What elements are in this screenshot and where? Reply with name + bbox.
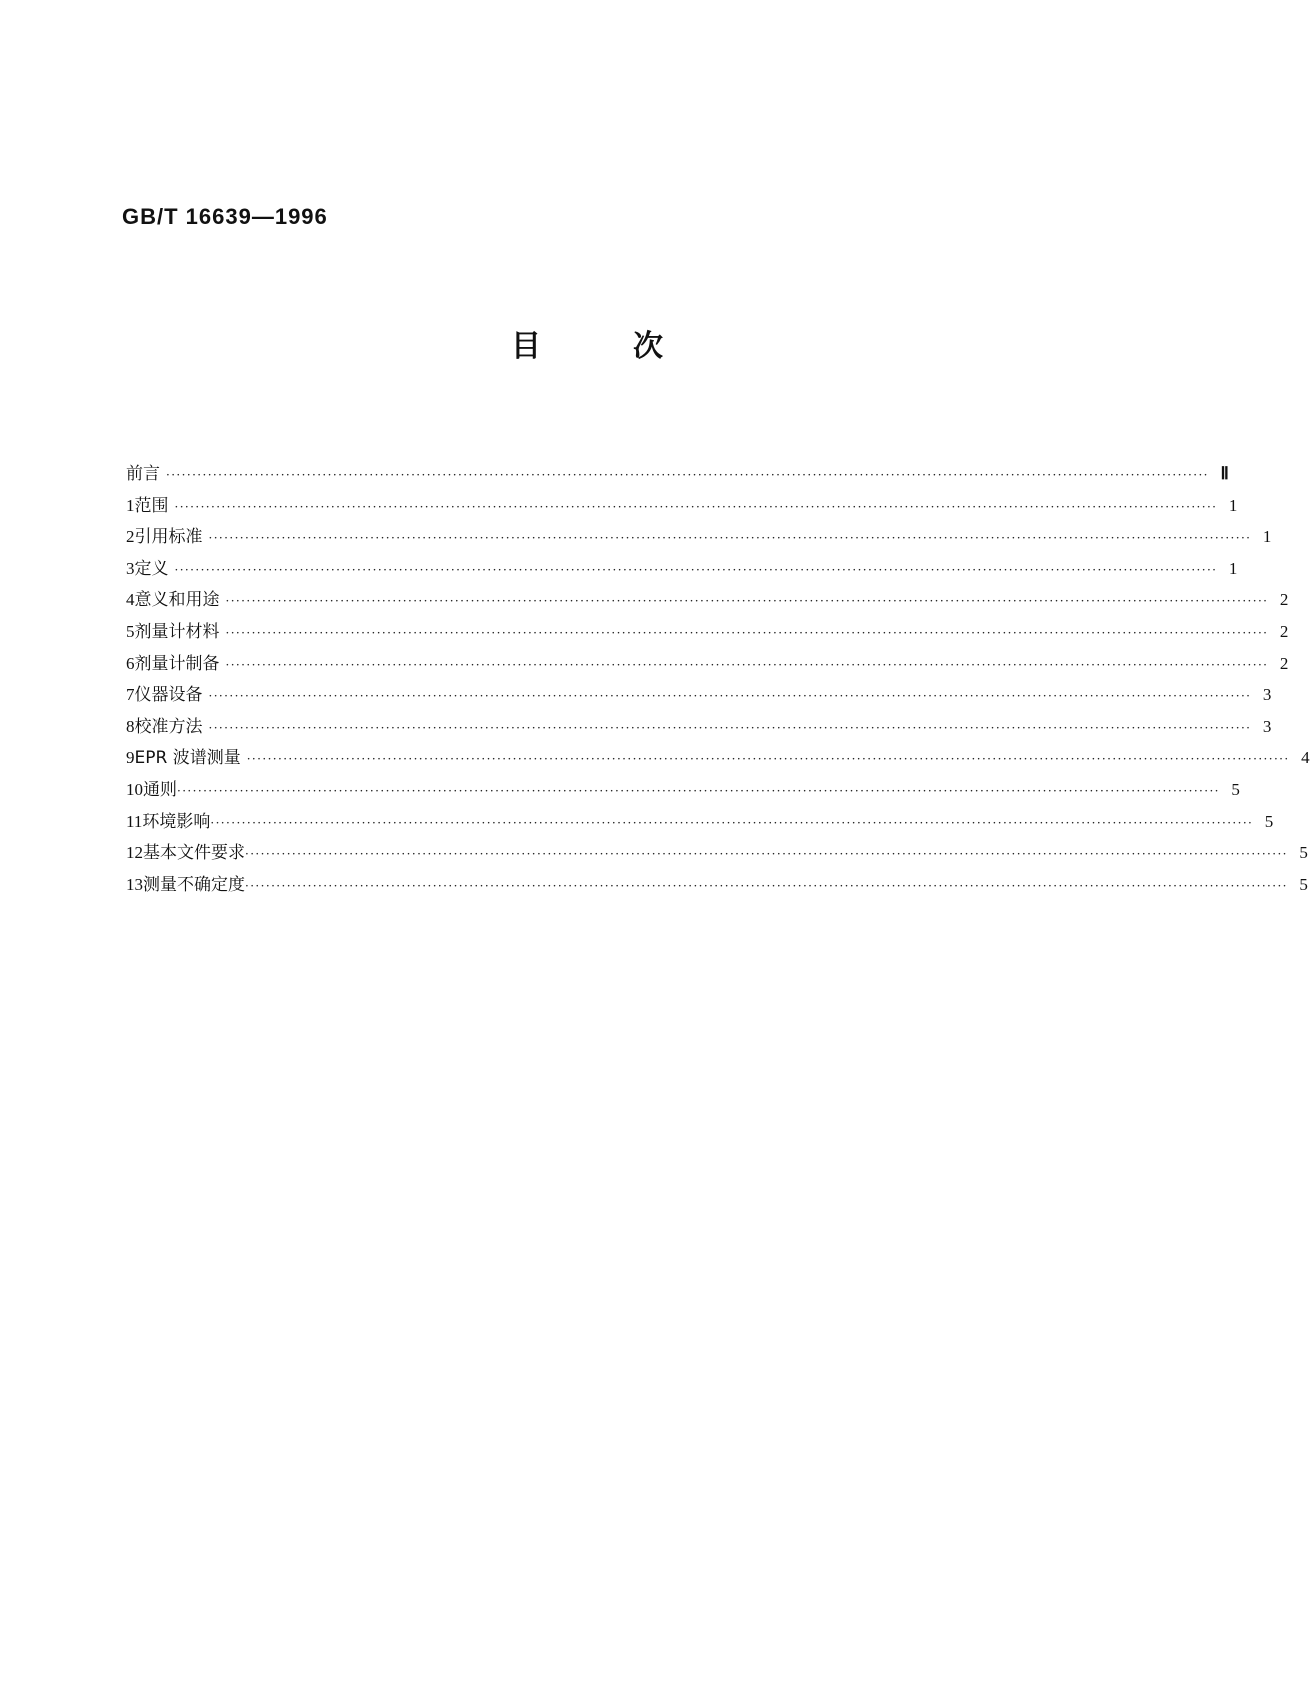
toc-page-number: 1 [1262, 527, 1272, 547]
toc-section-number: 13 [126, 874, 143, 894]
toc-entry-5[interactable] [126, 621, 1289, 655]
dot-leader: ········································································································································································································ [208, 689, 1252, 704]
toc-entry-4[interactable] [126, 590, 1289, 623]
toc-page-number: 2 [1279, 590, 1289, 610]
toc-entry-8[interactable] [126, 716, 1272, 750]
table-of-contents [126, 464, 1310, 907]
toc-page-number: 3 [1262, 685, 1272, 705]
toc-section-number: 6 [126, 653, 135, 673]
toc-label: 通则 [143, 779, 177, 800]
toc-label: 意义和用途 [134, 590, 220, 611]
toc-section-number: 2 [126, 527, 135, 547]
dot-leader: ········································································································································································································ [210, 815, 1254, 830]
toc-page-number: 5 [1231, 779, 1240, 799]
toc-page-number: 4 [1301, 748, 1310, 768]
toc-entry-13[interactable] [126, 874, 1308, 908]
toc-section-number: 12 [126, 843, 143, 863]
title-char-1: 目 [511, 329, 541, 364]
toc-entry-12[interactable] [126, 843, 1308, 876]
toc-entry-7[interactable] [126, 685, 1272, 718]
dot-leader: ········································································································································································································ [225, 657, 1269, 672]
toc-entry-foreword[interactable] [126, 464, 1229, 497]
toc-section-number: 1 [126, 495, 135, 515]
toc-label: 基本文件要求 [143, 843, 245, 864]
toc-page-number: 1 [1228, 495, 1238, 515]
toc-label: 剂量计材料 [134, 621, 220, 642]
toc-section-number: 3 [126, 558, 135, 578]
toc-page-number: 5 [1299, 843, 1308, 863]
toc-entry-1[interactable] [126, 495, 1238, 529]
toc-label: 剂量计制备 [134, 653, 220, 674]
toc-entry-9[interactable] [126, 748, 1310, 781]
toc-page-number: 1 [1228, 558, 1238, 578]
toc-entry-10[interactable] [126, 779, 1240, 813]
dot-leader: ········································································································································································································ [225, 625, 1269, 640]
toc-label: 环境影响 [142, 811, 211, 832]
toc-entry-11[interactable] [126, 811, 1274, 845]
toc-section-number: 11 [126, 811, 143, 831]
toc-page-number: 5 [1264, 811, 1274, 831]
toc-page-number: 5 [1299, 874, 1308, 894]
toc-section-number: 5 [126, 621, 135, 641]
dot-leader: ········································································································································································································ [166, 468, 1209, 482]
page-title [0, 329, 1191, 376]
toc-page-number: 2 [1279, 621, 1289, 641]
toc-label: 前言 [126, 464, 160, 484]
toc-entry-3[interactable] [126, 558, 1238, 592]
toc-section-number: 7 [126, 685, 135, 705]
toc-section-number: 4 [126, 590, 135, 610]
dot-leader: ········································································································································································································ [225, 594, 1269, 609]
toc-page-number: Ⅱ [1220, 464, 1229, 483]
toc-label: 引用标准 [134, 527, 203, 548]
toc-section-number: 9 [126, 748, 135, 768]
dot-leader: ········································································································································································································ [174, 499, 1218, 514]
title-char-2: 次 [633, 329, 663, 364]
toc-label: 校准方法 [134, 716, 203, 737]
toc-page-number: 2 [1279, 653, 1289, 673]
dot-leader: ········································································································································································································ [245, 847, 1288, 862]
toc-section-number: 8 [126, 716, 135, 736]
toc-label: 测量不确定度 [143, 874, 245, 895]
dot-leader: ········································································································································································································ [177, 783, 1220, 798]
toc-label: 仪器设备 [134, 685, 203, 706]
dot-leader: ········································································································································································································ [174, 562, 1218, 577]
toc-label: 范围 [134, 495, 169, 516]
toc-entry-6[interactable] [126, 653, 1289, 687]
toc-label: EPR 波谱测量 [134, 748, 241, 769]
toc-page-number: 3 [1262, 716, 1272, 736]
toc-entry-2[interactable] [126, 527, 1272, 560]
toc-label: 定义 [134, 558, 169, 579]
dot-leader: ········································································································································································································ [208, 720, 1252, 735]
toc-section-number: 10 [126, 779, 143, 799]
dot-leader: ········································································································································································································ [208, 531, 1252, 546]
dot-leader: ········································································································································································································ [245, 878, 1288, 893]
dot-leader: ········································································································································································································ [246, 752, 1290, 767]
standard-number: GB/T 16639—1996 [122, 204, 328, 229]
